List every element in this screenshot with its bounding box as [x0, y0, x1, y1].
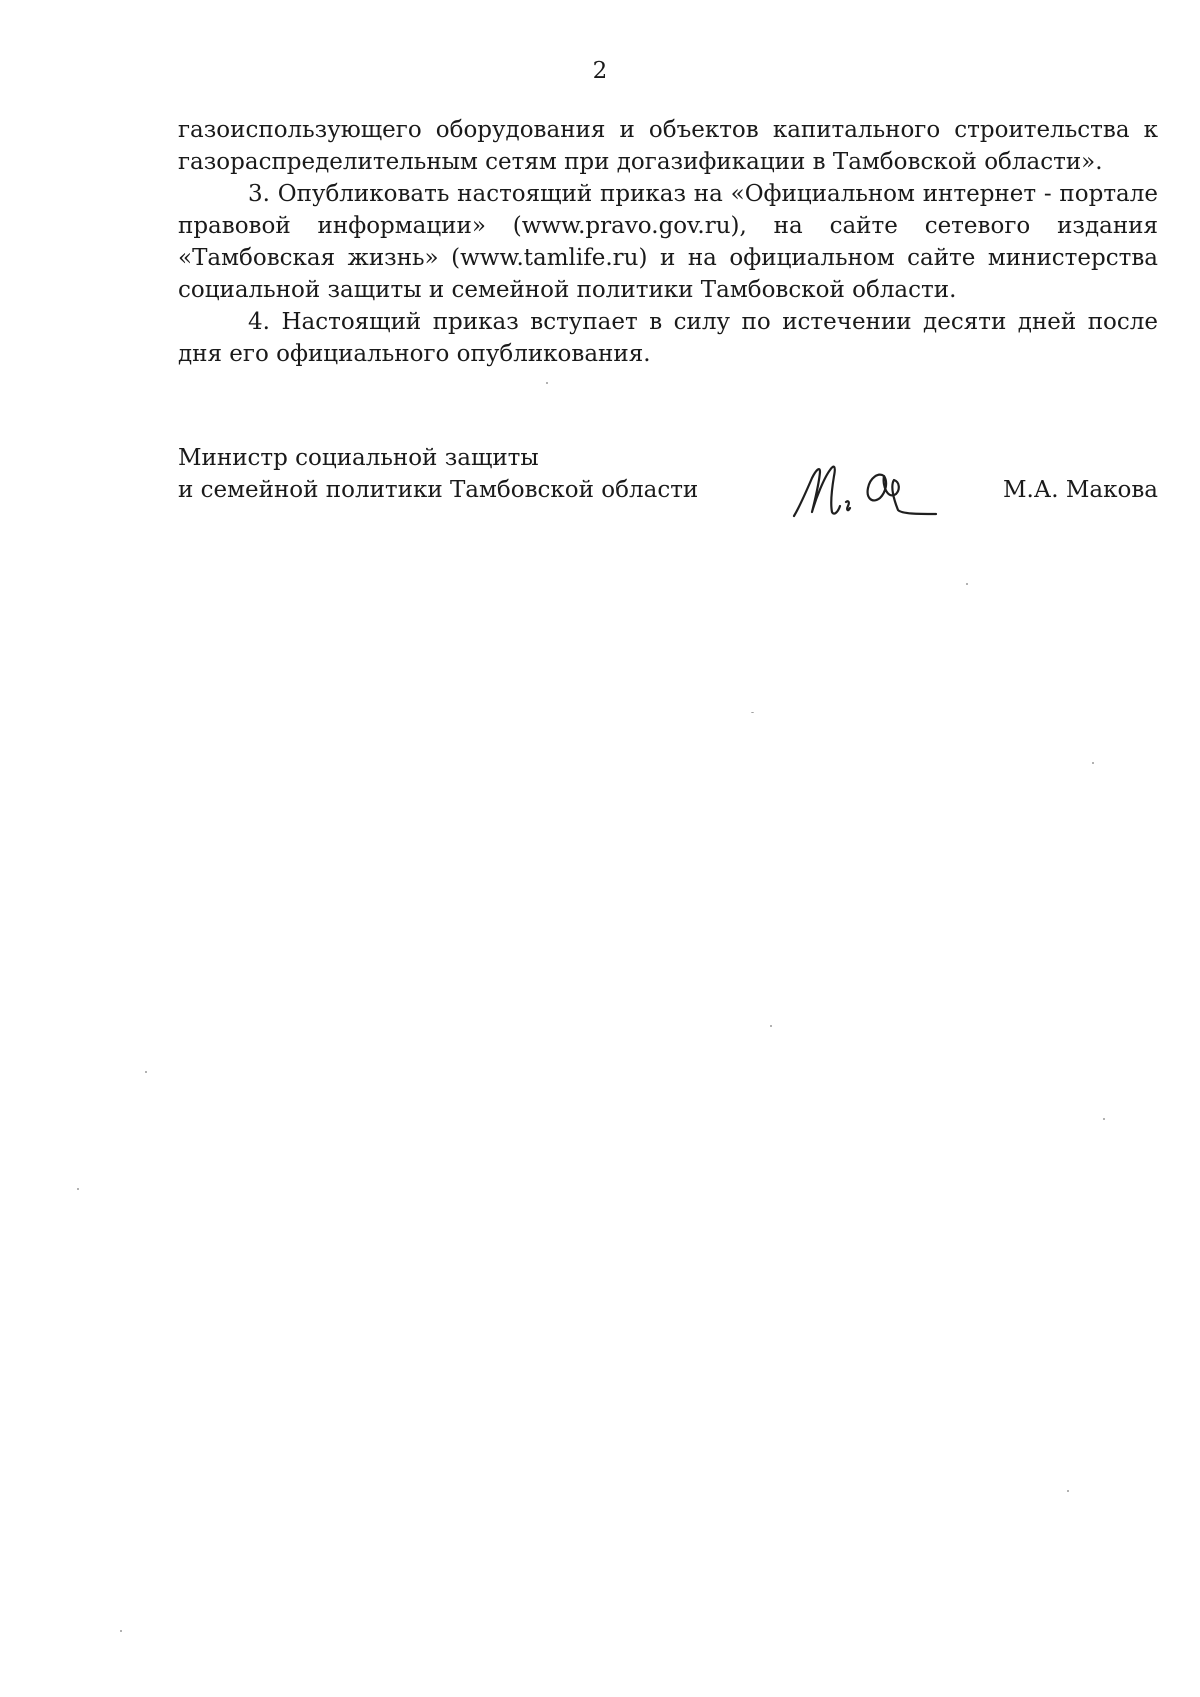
page-number: 2 — [592, 58, 608, 84]
scan-speck — [966, 583, 968, 585]
scan-speck — [145, 1071, 147, 1073]
paragraph-item-3: 3. Опубликовать настоящий приказ на «Официальном интернет - портале правовой информации» (www.pravo.gov.ru), на сайте сетевого издания «Тамбовская жизнь» (www.tamlife.ru) и на официальном сайте министерства социальной защиты и семейной политики Тамбовской области. — [178, 181, 1158, 303]
document-body — [178, 114, 1158, 370]
scan-speck — [751, 712, 754, 713]
signer-title — [178, 442, 698, 506]
signer-name: М.А. Макова — [1002, 477, 1158, 503]
scan-speck — [120, 1630, 122, 1632]
signer-title-line-1: Министр социальной защиты — [178, 445, 539, 471]
signature-block — [178, 442, 1158, 522]
paragraph-continuation: газоиспользующего оборудования и объектов капитального строительства к газораспределительным сетям при догазификации в Тамбовской области». — [178, 117, 1158, 175]
paragraph-item-4: 4. Настоящий приказ вступает в силу по истечении десяти дней после дня его официального опубликования. — [178, 309, 1158, 367]
scan-speck — [1092, 762, 1094, 764]
scan-speck — [1103, 1118, 1105, 1120]
scan-speck — [546, 382, 548, 384]
scan-speck — [77, 1188, 79, 1190]
scan-speck — [1067, 1490, 1069, 1492]
scan-speck — [770, 1025, 772, 1027]
signer-title-line-2: и семейной политики Тамбовской области — [178, 477, 699, 503]
handwritten-signature — [790, 456, 940, 522]
